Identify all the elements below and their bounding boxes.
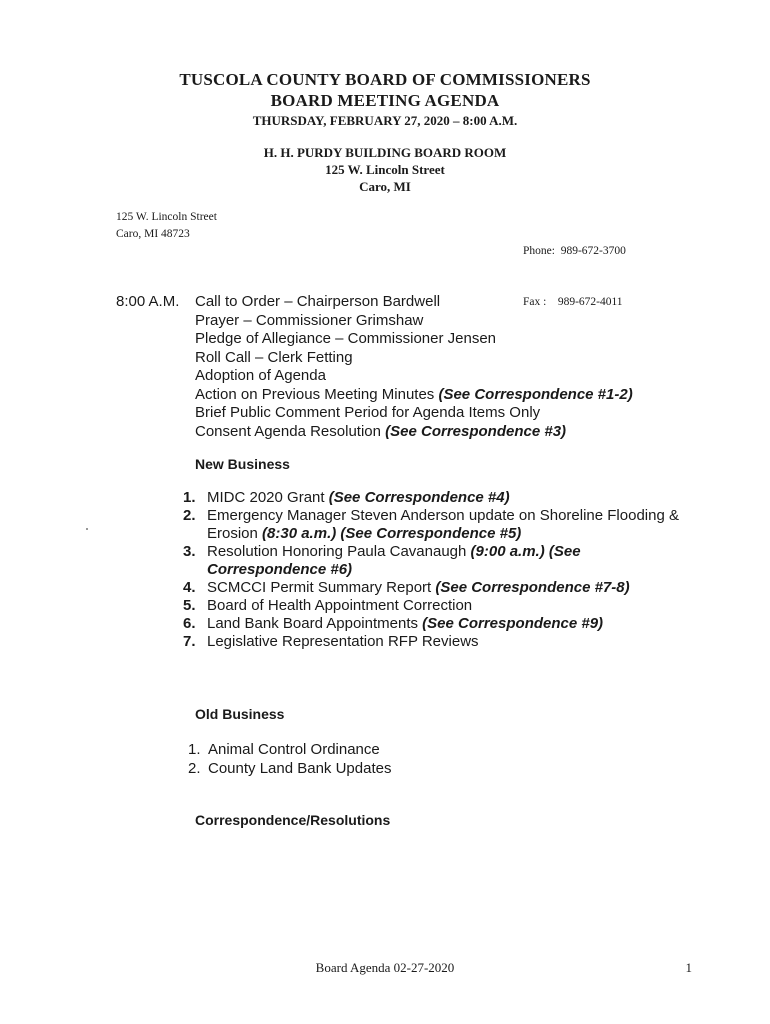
list-item: Call to Order – Chairperson Bardwell [195,293,441,310]
list-item: Prayer – Commissioner Grimshaw [195,311,424,329]
opening-items [195,293,633,441]
old-business-list [188,740,391,778]
phone-number: Phone: 989-672-3700 [523,245,626,257]
list-item: 4. SCMCCI Permit Summary Report (See Correspondence #7-8) [183,579,630,596]
mailing-address [116,209,217,243]
address-line-2: Caro, MI 48723 [116,228,190,240]
list-item: Consent Agenda Resolution (See Correspondence #3) [195,422,567,440]
correspondence-heading: Correspondence/Resolutions [195,812,391,828]
start-time: 8:00 A.M. [116,293,180,310]
list-item: Adoption of Agenda [195,367,326,384]
footer-label: Board Agenda 02-27-2020 [315,960,455,975]
new-business-list [183,489,703,651]
list-item: Action on Previous Meeting Minutes (See Correspondence #1-2) [195,385,633,403]
agenda-title: BOARD MEETING AGENDA [270,91,500,110]
venue-city: Caro, MI [359,179,411,194]
list-item: Roll Call – Clerk Fetting [195,348,353,366]
list-item: 5. Board of Health Appointment Correction [183,597,473,614]
list-item: 1. Animal Control Ordinance [188,741,380,758]
list-item: 1. MIDC 2020 Grant (See Correspondence #4) [183,489,510,506]
org-title: TUSCOLA COUNTY BOARD OF COMMISSIONERS [179,70,591,89]
list-item: Brief Public Comment Period for Agenda Items Only [195,404,541,421]
list-item: 3. Resolution Honoring Paula Cavanaugh (9:00 a.m.) (See Correspondence #6) [183,543,581,578]
page-number: 1 [685,960,692,975]
address-line-1: 125 W. Lincoln Street [116,211,217,223]
fax-number: Fax : 989-672-4011 [523,296,623,308]
list-item: Pledge of Allegiance – Commissioner Jensen [195,330,497,347]
list-item: 2. County Land Bank Updates [188,760,392,777]
old-business-heading: Old Business [195,706,285,722]
list-item: 6. Land Bank Board Appointments (See Correspondence #9) [183,615,604,632]
meeting-datetime: THURSDAY, FEBRUARY 27, 2020 – 8:00 A.M. [252,113,518,128]
venue-street: 125 W. Lincoln Street [325,162,445,177]
list-item: 7. Legislative Representation RFP Reviews [183,633,479,650]
venue-name: H. H. PURDY BUILDING BOARD ROOM [263,145,507,160]
new-business-heading: New Business [195,456,290,472]
list-item: 2. Emergency Manager Steven Anderson update on Shoreline Flooding & Erosion (8:30 a.m.) (See Correspondence #5) [183,507,679,542]
scan-speck [86,528,88,530]
